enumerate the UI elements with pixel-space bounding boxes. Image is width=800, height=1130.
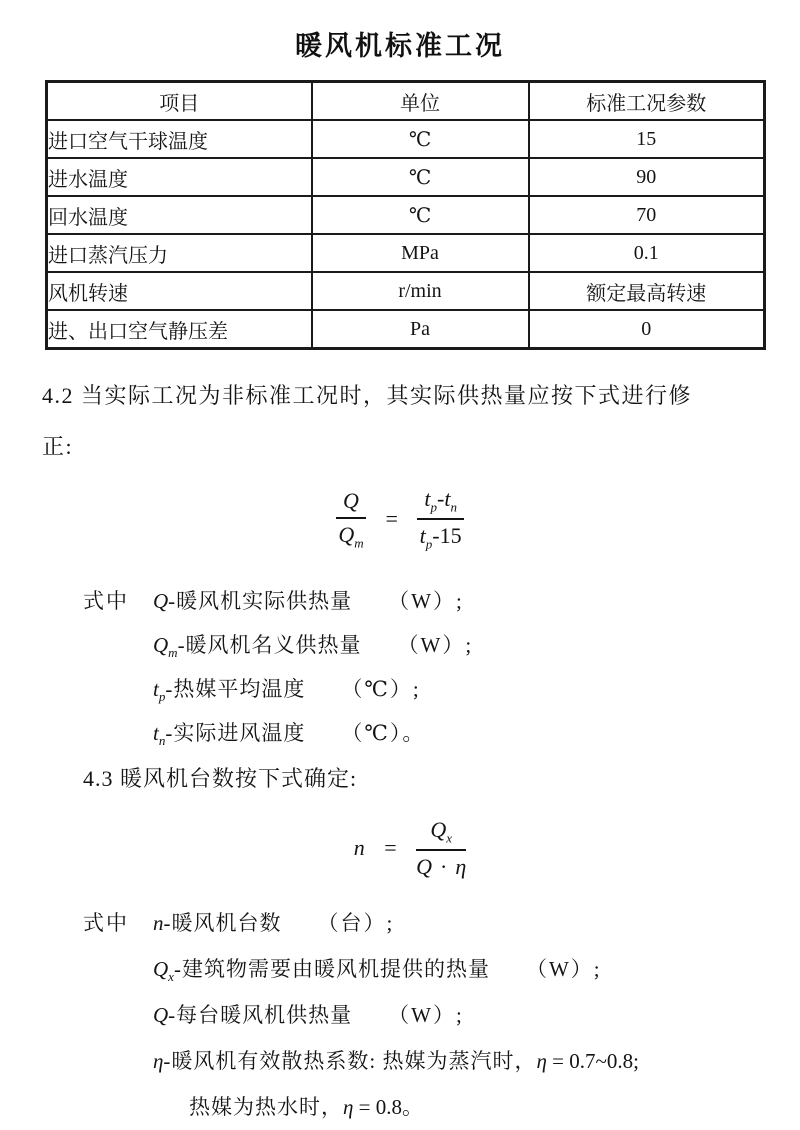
table-row xyxy=(47,234,765,272)
section-4-3-text: 4.3 暖风机台数按下式确定: xyxy=(83,765,358,791)
cell-value: 70 xyxy=(529,196,765,234)
where-block-unit-count xyxy=(83,900,800,1130)
cell-item: 进口空气干球温度 xyxy=(47,120,312,158)
definition-line: $t_n-$实际进风温度 （℃）。 xyxy=(153,720,426,748)
definition-line: Q-每台暖风机供热量 （W）; xyxy=(153,1003,464,1028)
definition-line-eta: η-暖风机有效散热系数: 热媒为蒸汽时，η = 0.7~0.8; xyxy=(153,1049,639,1074)
where-label: 式中 xyxy=(83,588,129,613)
section-4-2-paragraph xyxy=(42,370,762,472)
definition-line: $Q_m-$暖风机名义供热量 （W）; xyxy=(153,632,474,660)
cell-value: 15 xyxy=(529,120,765,158)
cell-item: 回水温度 xyxy=(47,196,312,234)
cell-unit: ℃ xyxy=(312,158,529,196)
table-row xyxy=(47,158,765,196)
definition-line: $Q_x-$建筑物需要由暖风机提供的热量 （W）; xyxy=(153,957,602,985)
page-title: 暖风机标准工况 xyxy=(295,31,505,61)
definition-line: 式中 Q-暖风机实际供热量 （W）; xyxy=(83,579,800,623)
definition-line: 式中 n-暖风机台数 （台）; xyxy=(83,900,800,946)
cell-item: 进水温度 xyxy=(47,158,312,196)
column-header-unit: 单位 xyxy=(312,82,529,121)
definition-line: $t_p-$热媒平均温度 （℃）; xyxy=(153,676,421,704)
cell-item: 进口蒸汽压力 xyxy=(47,234,312,272)
column-header-standard-value: 标准工况参数 xyxy=(529,82,765,121)
table-header-row xyxy=(47,82,765,121)
cell-value: 0.1 xyxy=(529,234,765,272)
section-4-2-line1: 4.2 当实际工况为非标准工况时，其实际供热量应按下式进行修 xyxy=(42,383,693,408)
table-row xyxy=(47,196,765,234)
correction-formula xyxy=(0,486,800,553)
equals-sign: = xyxy=(384,835,397,861)
column-header-item: 项目 xyxy=(47,82,312,121)
cell-value: 额定最高转速 xyxy=(529,272,765,310)
fraction-qx-over-q-eta: $\frac{Q_x}{Q \cdot \eta}$ xyxy=(416,816,467,880)
table-row xyxy=(47,272,765,310)
definition-line-eta-continuation: 热媒为热水时，η = 0.8。 xyxy=(189,1095,424,1120)
cell-value: 90 xyxy=(529,158,765,196)
table-row xyxy=(47,120,765,158)
cell-unit: ℃ xyxy=(312,196,529,234)
section-4-2-line2: 正: xyxy=(42,434,74,459)
unit-count-formula xyxy=(20,817,800,880)
cell-unit: MPa xyxy=(312,234,529,272)
equals-sign: = xyxy=(385,506,398,532)
fraction-q-over-qm: $\frac{Q}{Q_m}$ xyxy=(336,488,366,551)
where-label: 式中 xyxy=(83,911,129,936)
cell-item: 风机转速 xyxy=(47,272,312,310)
cell-value: 0 xyxy=(529,310,765,349)
where-block-correction xyxy=(83,579,800,755)
fraction-temperature-ratio: $\frac{t_p-t_n}{t_p-15}$ xyxy=(417,486,464,553)
variable-n: n xyxy=(353,835,365,861)
standard-conditions-table xyxy=(45,80,766,350)
cell-unit: ℃ xyxy=(312,120,529,158)
cell-unit: r/min xyxy=(312,272,529,310)
cell-item: 进、出口空气静压差 xyxy=(47,310,312,349)
cell-unit: Pa xyxy=(312,310,529,349)
table-row xyxy=(47,310,765,349)
